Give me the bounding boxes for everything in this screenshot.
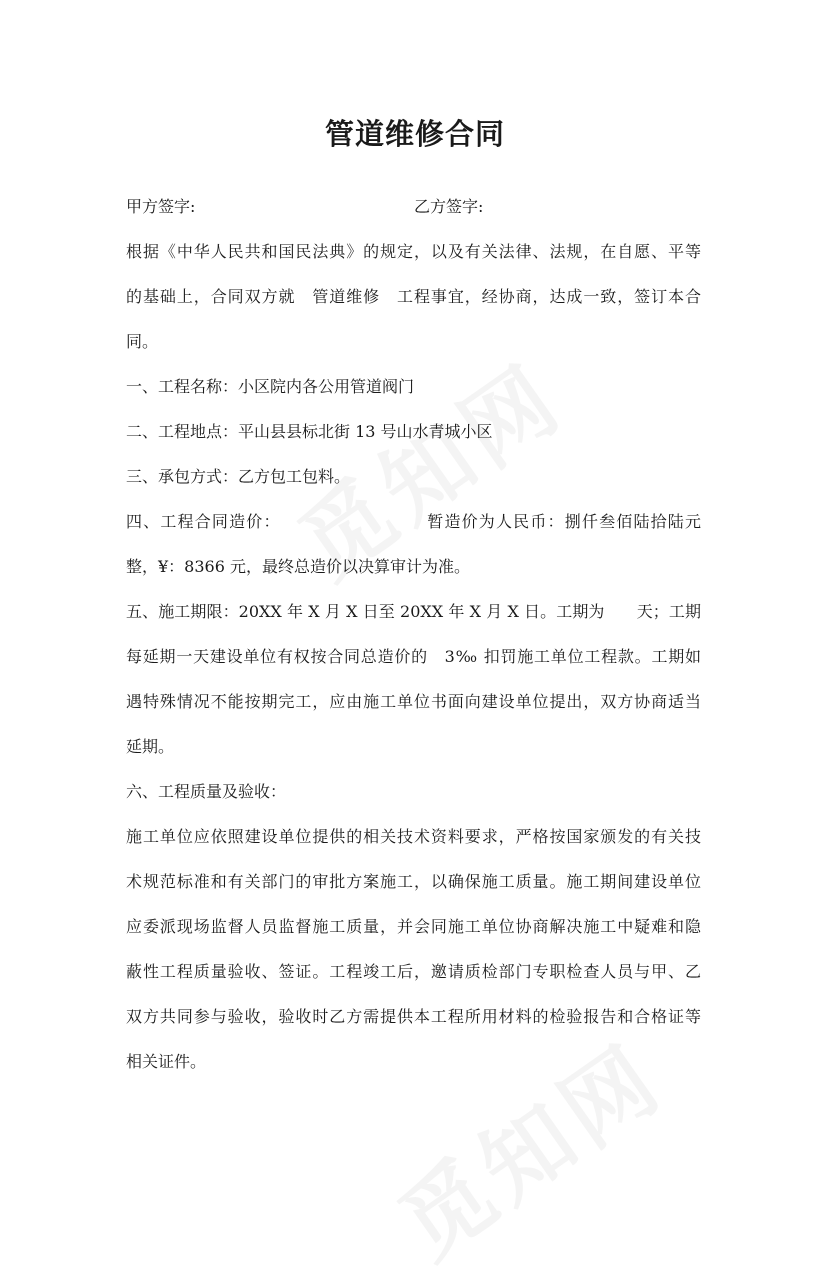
- contract-mode-clause: 三、承包方式：乙方包工包料。: [126, 467, 351, 486]
- period-clause-line: 每延期一天建设单位有权按合同总造价的 3‰ 扣罚施工单位工程款。工期如: [126, 647, 701, 666]
- period-clause-line: 遇特殊情况不能按期完工，应由施工单位书面向建设单位提出，双方协商适当: [126, 692, 701, 711]
- party-a-signature-label: 甲方签字:: [126, 197, 196, 216]
- contract-body: [126, 191, 701, 1091]
- quality-clause-line: 相关证件。: [126, 1052, 207, 1071]
- project-name-clause: 一、工程名称：小区院内各公用管道阀门: [126, 377, 415, 396]
- quality-clause-line: 术规范标准和有关部门的审批方案施工，以确保施工质量。施工期间建设单位: [126, 872, 701, 891]
- quality-clause-line: 双方共同参与验收，验收时乙方需提供本工程所用材料的检验报告和合格证等: [126, 1007, 701, 1026]
- quality-heading: 六、工程质量及验收：: [126, 782, 287, 801]
- signature-row: [126, 191, 701, 222]
- project-location-clause: 二、工程地点：平山县县标北街 13 号山水青城小区: [126, 422, 493, 441]
- preamble-line: 的基础上，合同双方就 管道维修 工程事宜，经协商，达成一致，签订本合: [126, 287, 701, 306]
- quality-clause-line: 施工单位应依照建设单位提供的相关技术资料要求，严格按国家颁发的有关技: [126, 827, 701, 846]
- quality-clause-line: 蔽性工程质量验收、签证。工程竣工后，邀请质检部门专职检查人员与甲、乙: [126, 962, 701, 981]
- period-clause-line: 延期。: [126, 737, 175, 756]
- price-clause-line: 四、工程合同造价： 暂造价为人民币：捌仟叁佰陆拾陆元: [126, 512, 701, 531]
- preamble-line: 根据《中华人民共和国民法典》的规定，以及有关法律、法规，在自愿、平等: [126, 242, 701, 261]
- party-b-signature-label: 乙方签字:: [414, 197, 484, 216]
- quality-clause-line: 应委派现场监督人员监督施工质量，并会同施工单位协商解决施工中疑难和隐: [126, 917, 701, 936]
- page-title: 管道维修合同: [324, 117, 505, 151]
- period-clause-line: 五、施工期限：20XX 年 X 月 X 日至 20XX 年 X 月 X 日。工期为 天；工期: [126, 602, 701, 621]
- price-clause-line: 整，¥：8366 元，最终总造价以决算审计为准。: [126, 557, 470, 576]
- preamble-line: 同。: [126, 332, 159, 351]
